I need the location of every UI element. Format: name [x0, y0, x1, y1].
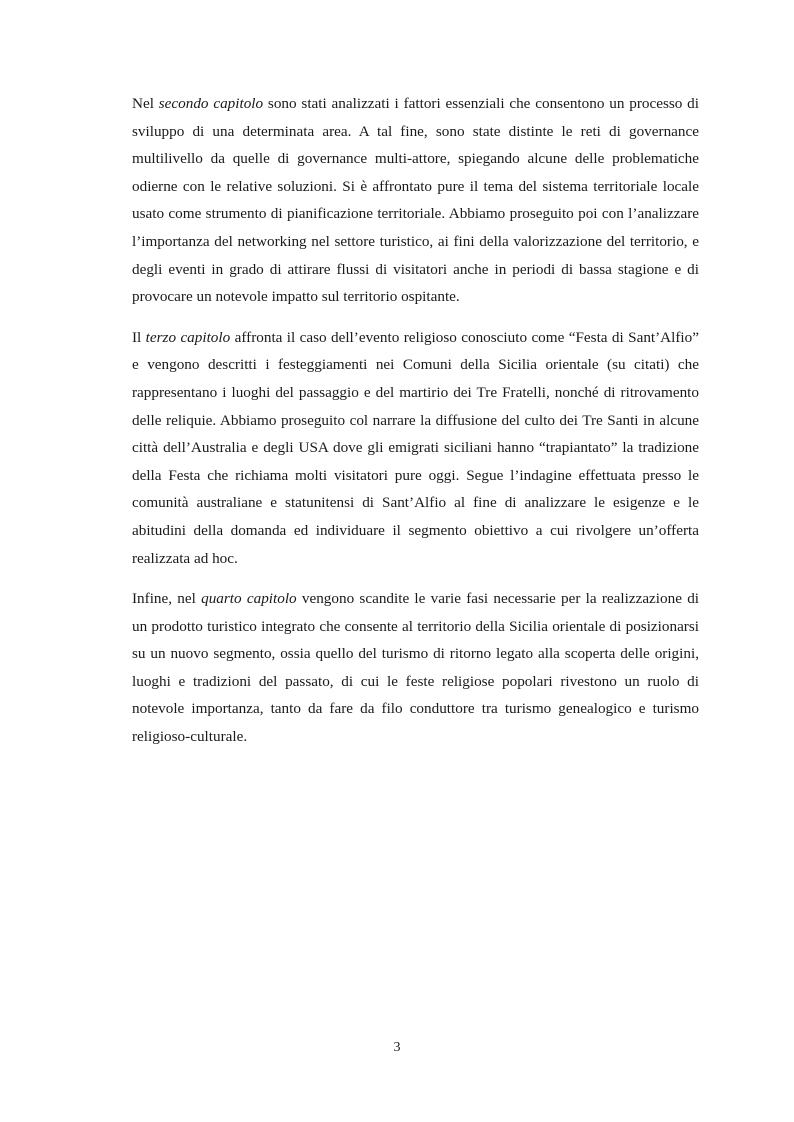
paragraph-body: sono stati analizzati i fattori essenziali che consentono un processo di sviluppo di una determinata area. A tal fine, sono state distinte le reti di governance multilivello da quelle di governance multi-attore, spiegando alcune delle problematiche odierne con le relative soluzioni. Si è affrontato pure il tema del sistema territoriale locale usato come strumento di pianificazione territoriale. Abbiamo proseguito poi con l’analizzare l’importanza del networking nel settore turistico, ai fini della valorizzazione del territorio, e degli eventi in grado di attirare flussi di visitatori anche in periodi di bassa stagione e di provocare un notevole impatto sul territorio ospitante. [132, 95, 699, 306]
paragraph-body: affronta il caso dell’evento religioso conosciuto come “Festa di Sant’Alfio” e vengono descritti i festeggiamenti nei Comuni della Sicilia orientale (su citati) che rappresentano i luoghi del passaggio e del martirio dei Tre Fratelli, nonché di ritrovamento delle reliquie. Abbiamo proseguito col narrare la diffusione del culto dei Tre Santi in alcune città dell’Australia e degli USA dove gli emigrati siciliani hanno “trapiantato” la tradizione della Festa che richiama molti visitatori pure oggi. Segue l’indagine effettuata presso le comunità australiane e statunitensi di Sant’Alfio al fine di analizzare le esigenze e le abitudini della domanda ed individuare il segmento obiettivo a cui rivolgere un’offerta realizzata ad hoc. [132, 328, 699, 567]
paragraph-intro: Nel [132, 95, 159, 112]
page-number: 3 [393, 1040, 401, 1055]
chapter-reference: terzo capitolo [145, 328, 231, 346]
paragraph-secondo-capitolo [132, 90, 699, 311]
body-text [132, 90, 699, 764]
paragraph-quarto-capitolo [132, 585, 699, 751]
paragraph-intro: Infine, nel [132, 590, 202, 608]
chapter-reference: secondo capitolo [158, 95, 264, 112]
paragraph-body: vengono scandite le varie fasi necessarie per la realizzazione di un prodotto turistico integrato che consente al territorio della Sicilia orientale di posizionarsi su un nuovo segmento, ossia quello del turismo di ritorno legato alla scoperta delle origini, luoghi e tradizioni del passato, di cui le feste religiose popolari rivestono un ruolo di notevole importanza, tanto da fare da filo conduttore tra turismo genealogico e turismo religioso-culturale. [132, 590, 700, 746]
paragraph-intro: Il [132, 328, 146, 346]
paragraph-terzo-capitolo [132, 324, 699, 572]
chapter-reference: quarto capitolo [201, 590, 297, 608]
